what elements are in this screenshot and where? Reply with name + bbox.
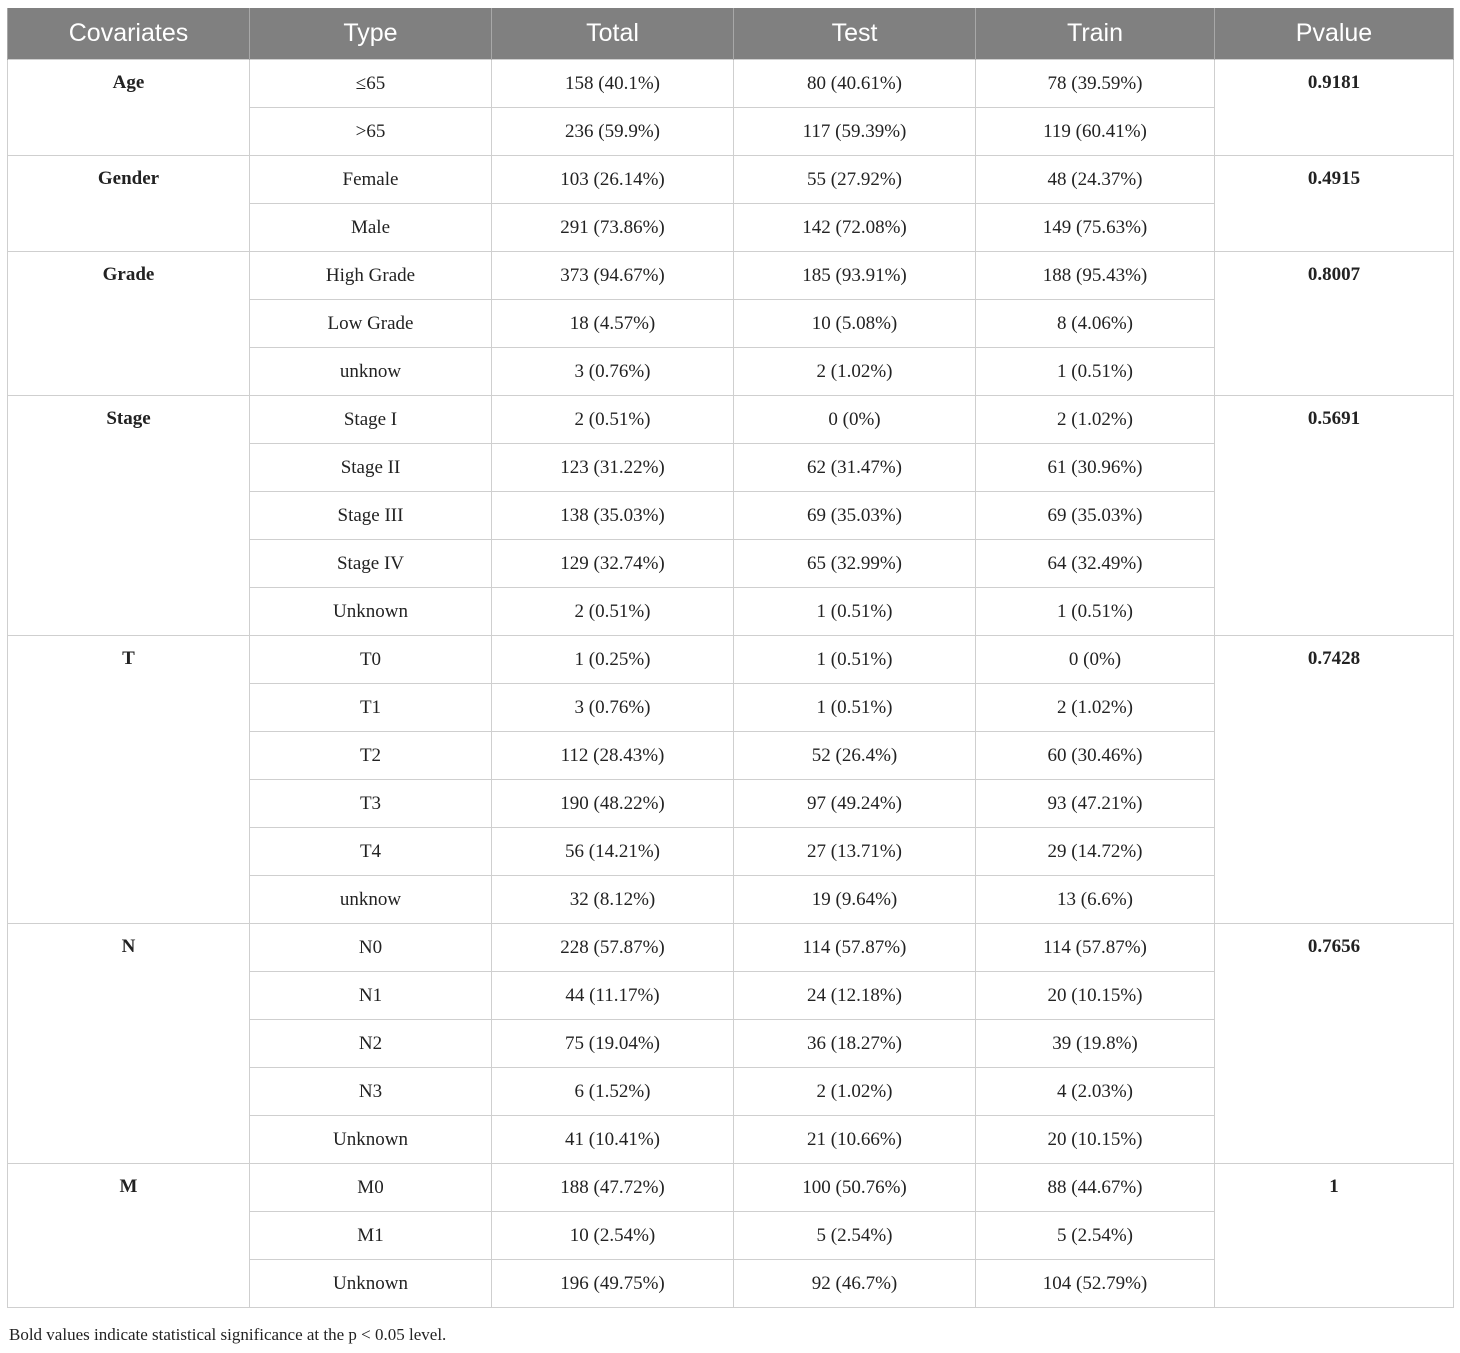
pvalue-cell: 0.5691 bbox=[1215, 396, 1454, 636]
train-cell: 60 (30.46%) bbox=[976, 732, 1215, 780]
test-cell: 114 (57.87%) bbox=[734, 924, 976, 972]
total-cell: 32 (8.12%) bbox=[492, 876, 734, 924]
test-cell: 55 (27.92%) bbox=[734, 156, 976, 204]
train-cell: 93 (47.21%) bbox=[976, 780, 1215, 828]
total-cell: 123 (31.22%) bbox=[492, 444, 734, 492]
test-cell: 142 (72.08%) bbox=[734, 204, 976, 252]
header-total: Total bbox=[492, 8, 734, 60]
test-cell: 21 (10.66%) bbox=[734, 1116, 976, 1164]
covariate-cell: Age bbox=[8, 60, 250, 156]
header-type: Type bbox=[250, 8, 492, 60]
header-test: Test bbox=[734, 8, 976, 60]
type-cell: Stage III bbox=[250, 492, 492, 540]
header-pvalue: Pvalue bbox=[1215, 8, 1454, 60]
type-cell: High Grade bbox=[250, 252, 492, 300]
test-cell: 117 (59.39%) bbox=[734, 108, 976, 156]
total-cell: 1 (0.25%) bbox=[492, 636, 734, 684]
total-cell: 196 (49.75%) bbox=[492, 1260, 734, 1308]
train-cell: 8 (4.06%) bbox=[976, 300, 1215, 348]
train-cell: 119 (60.41%) bbox=[976, 108, 1215, 156]
type-cell: Stage I bbox=[250, 396, 492, 444]
train-cell: 1 (0.51%) bbox=[976, 348, 1215, 396]
test-cell: 1 (0.51%) bbox=[734, 684, 976, 732]
train-cell: 188 (95.43%) bbox=[976, 252, 1215, 300]
test-cell: 92 (46.7%) bbox=[734, 1260, 976, 1308]
total-cell: 41 (10.41%) bbox=[492, 1116, 734, 1164]
type-cell: N3 bbox=[250, 1068, 492, 1116]
test-cell: 52 (26.4%) bbox=[734, 732, 976, 780]
table-row bbox=[8, 924, 1454, 972]
train-cell: 29 (14.72%) bbox=[976, 828, 1215, 876]
type-cell: N0 bbox=[250, 924, 492, 972]
test-cell: 2 (1.02%) bbox=[734, 1068, 976, 1116]
total-cell: 2 (0.51%) bbox=[492, 588, 734, 636]
total-cell: 56 (14.21%) bbox=[492, 828, 734, 876]
total-cell: 3 (0.76%) bbox=[492, 684, 734, 732]
table-row bbox=[8, 252, 1454, 300]
test-cell: 69 (35.03%) bbox=[734, 492, 976, 540]
test-cell: 80 (40.61%) bbox=[734, 60, 976, 108]
train-cell: 78 (39.59%) bbox=[976, 60, 1215, 108]
covariate-cell: T bbox=[8, 636, 250, 924]
pvalue-cell: 0.7428 bbox=[1215, 636, 1454, 924]
test-cell: 185 (93.91%) bbox=[734, 252, 976, 300]
train-cell: 48 (24.37%) bbox=[976, 156, 1215, 204]
train-cell: 114 (57.87%) bbox=[976, 924, 1215, 972]
pvalue-cell: 0.4915 bbox=[1215, 156, 1454, 252]
test-cell: 65 (32.99%) bbox=[734, 540, 976, 588]
covariate-cell: Gender bbox=[8, 156, 250, 252]
pvalue-cell: 0.9181 bbox=[1215, 60, 1454, 156]
covariates-table bbox=[7, 8, 1454, 1308]
train-cell: 69 (35.03%) bbox=[976, 492, 1215, 540]
test-cell: 100 (50.76%) bbox=[734, 1164, 976, 1212]
covariate-cell: N bbox=[8, 924, 250, 1164]
table-body bbox=[8, 60, 1454, 1308]
type-cell: M0 bbox=[250, 1164, 492, 1212]
type-cell: >65 bbox=[250, 108, 492, 156]
type-cell: unknow bbox=[250, 876, 492, 924]
total-cell: 188 (47.72%) bbox=[492, 1164, 734, 1212]
type-cell: Stage IV bbox=[250, 540, 492, 588]
test-cell: 2 (1.02%) bbox=[734, 348, 976, 396]
type-cell: Unknown bbox=[250, 588, 492, 636]
total-cell: 373 (94.67%) bbox=[492, 252, 734, 300]
covariate-cell: Stage bbox=[8, 396, 250, 636]
train-cell: 20 (10.15%) bbox=[976, 972, 1215, 1020]
header-train: Train bbox=[976, 8, 1215, 60]
type-cell: T2 bbox=[250, 732, 492, 780]
type-cell: T4 bbox=[250, 828, 492, 876]
train-cell: 13 (6.6%) bbox=[976, 876, 1215, 924]
type-cell: ≤65 bbox=[250, 60, 492, 108]
total-cell: 228 (57.87%) bbox=[492, 924, 734, 972]
type-cell: Unknown bbox=[250, 1260, 492, 1308]
total-cell: 3 (0.76%) bbox=[492, 348, 734, 396]
test-cell: 1 (0.51%) bbox=[734, 636, 976, 684]
table-row bbox=[8, 396, 1454, 444]
total-cell: 112 (28.43%) bbox=[492, 732, 734, 780]
type-cell: T1 bbox=[250, 684, 492, 732]
pvalue-cell: 1 bbox=[1215, 1164, 1454, 1308]
train-cell: 64 (32.49%) bbox=[976, 540, 1215, 588]
total-cell: 44 (11.17%) bbox=[492, 972, 734, 1020]
test-cell: 0 (0%) bbox=[734, 396, 976, 444]
type-cell: N2 bbox=[250, 1020, 492, 1068]
type-cell: unknow bbox=[250, 348, 492, 396]
train-cell: 4 (2.03%) bbox=[976, 1068, 1215, 1116]
table-footnote: Bold values indicate statistical significance at the p < 0.05 level. bbox=[9, 1325, 447, 1344]
total-cell: 103 (26.14%) bbox=[492, 156, 734, 204]
total-cell: 129 (32.74%) bbox=[492, 540, 734, 588]
header-covariates: Covariates bbox=[8, 8, 250, 60]
covariates-table-container bbox=[7, 8, 1453, 1308]
train-cell: 2 (1.02%) bbox=[976, 396, 1215, 444]
train-cell: 61 (30.96%) bbox=[976, 444, 1215, 492]
train-cell: 39 (19.8%) bbox=[976, 1020, 1215, 1068]
train-cell: 2 (1.02%) bbox=[976, 684, 1215, 732]
test-cell: 10 (5.08%) bbox=[734, 300, 976, 348]
train-cell: 88 (44.67%) bbox=[976, 1164, 1215, 1212]
total-cell: 138 (35.03%) bbox=[492, 492, 734, 540]
total-cell: 291 (73.86%) bbox=[492, 204, 734, 252]
total-cell: 75 (19.04%) bbox=[492, 1020, 734, 1068]
total-cell: 6 (1.52%) bbox=[492, 1068, 734, 1116]
test-cell: 62 (31.47%) bbox=[734, 444, 976, 492]
test-cell: 27 (13.71%) bbox=[734, 828, 976, 876]
table-header bbox=[8, 8, 1454, 60]
type-cell: N1 bbox=[250, 972, 492, 1020]
covariate-cell: M bbox=[8, 1164, 250, 1308]
total-cell: 10 (2.54%) bbox=[492, 1212, 734, 1260]
type-cell: Stage II bbox=[250, 444, 492, 492]
total-cell: 158 (40.1%) bbox=[492, 60, 734, 108]
covariate-cell: Grade bbox=[8, 252, 250, 396]
table-row bbox=[8, 60, 1454, 108]
test-cell: 5 (2.54%) bbox=[734, 1212, 976, 1260]
test-cell: 36 (18.27%) bbox=[734, 1020, 976, 1068]
table-row bbox=[8, 156, 1454, 204]
pvalue-cell: 0.8007 bbox=[1215, 252, 1454, 396]
type-cell: Unknown bbox=[250, 1116, 492, 1164]
test-cell: 1 (0.51%) bbox=[734, 588, 976, 636]
train-cell: 20 (10.15%) bbox=[976, 1116, 1215, 1164]
type-cell: T3 bbox=[250, 780, 492, 828]
type-cell: Female bbox=[250, 156, 492, 204]
test-cell: 19 (9.64%) bbox=[734, 876, 976, 924]
train-cell: 0 (0%) bbox=[976, 636, 1215, 684]
pvalue-cell: 0.7656 bbox=[1215, 924, 1454, 1164]
type-cell: Low Grade bbox=[250, 300, 492, 348]
test-cell: 24 (12.18%) bbox=[734, 972, 976, 1020]
total-cell: 236 (59.9%) bbox=[492, 108, 734, 156]
total-cell: 2 (0.51%) bbox=[492, 396, 734, 444]
type-cell: M1 bbox=[250, 1212, 492, 1260]
type-cell: Male bbox=[250, 204, 492, 252]
total-cell: 18 (4.57%) bbox=[492, 300, 734, 348]
train-cell: 104 (52.79%) bbox=[976, 1260, 1215, 1308]
table-row bbox=[8, 636, 1454, 684]
table-row bbox=[8, 1164, 1454, 1212]
train-cell: 149 (75.63%) bbox=[976, 204, 1215, 252]
train-cell: 5 (2.54%) bbox=[976, 1212, 1215, 1260]
type-cell: T0 bbox=[250, 636, 492, 684]
total-cell: 190 (48.22%) bbox=[492, 780, 734, 828]
train-cell: 1 (0.51%) bbox=[976, 588, 1215, 636]
test-cell: 97 (49.24%) bbox=[734, 780, 976, 828]
header-row bbox=[8, 8, 1454, 60]
